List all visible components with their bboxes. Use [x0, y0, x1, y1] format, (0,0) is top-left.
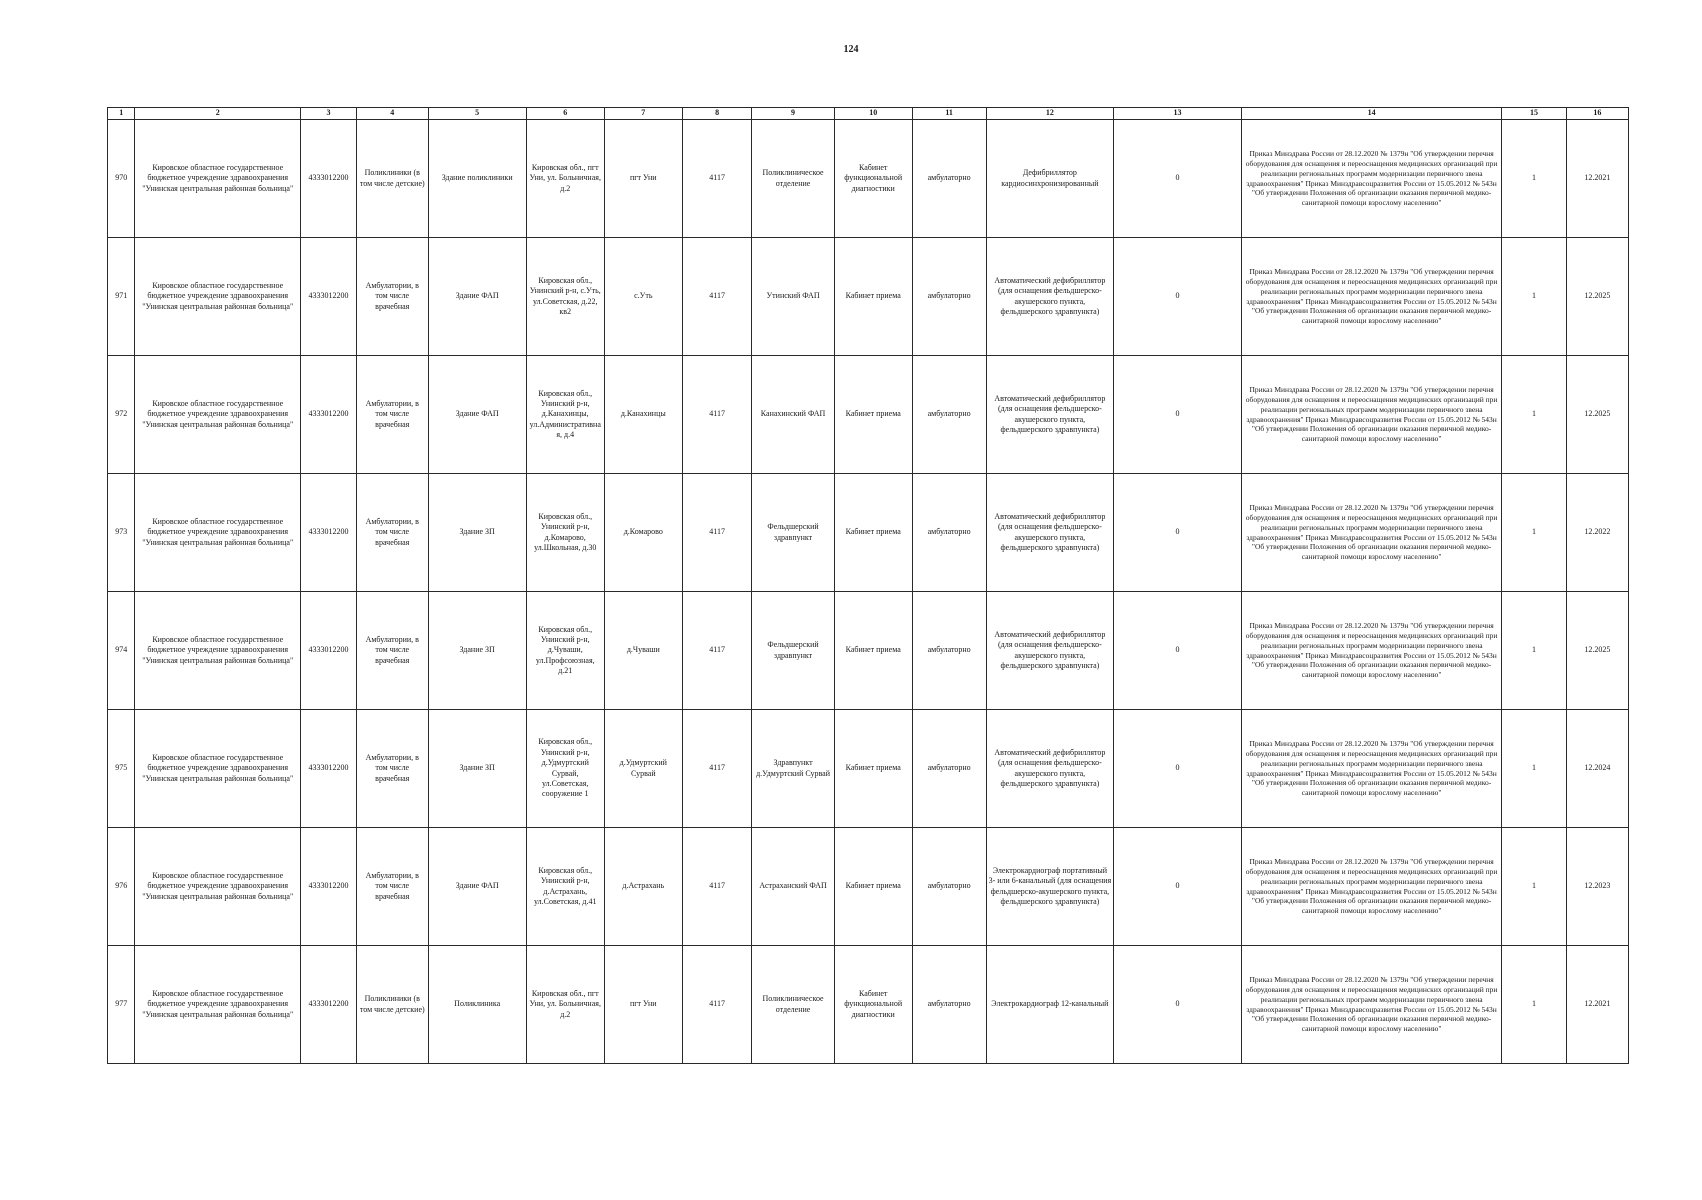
equipment-cell: Автоматический дефибриллятор (для оснащения фельдшерско-акушерского пункта, фельдшерского здравпункта) — [986, 474, 1114, 592]
need-cell: 1 — [1502, 828, 1566, 946]
date-cell: 12.2021 — [1566, 120, 1628, 238]
building-cell: Здание ЗП — [428, 592, 526, 710]
column-number: 12 — [986, 108, 1114, 120]
room-cell: Кабинет функциональной диагностики — [834, 120, 912, 238]
quantity-cell: 0 — [1114, 356, 1242, 474]
organization-cell: Кировское областное государственное бюджетное учреждение здравоохранения "Унинская центральная районная больница" — [135, 356, 301, 474]
quantity-cell: 0 — [1114, 238, 1242, 356]
table-row — [108, 828, 1629, 946]
column-number: 4 — [356, 108, 428, 120]
facility-type-cell: Амбулатории, в том числе врачебная — [356, 356, 428, 474]
quantity-cell: 0 — [1114, 474, 1242, 592]
quantity-cell: 0 — [1114, 710, 1242, 828]
facility-type-cell: Амбулатории, в том числе врачебная — [356, 828, 428, 946]
care-mode-cell: амбулаторно — [912, 238, 986, 356]
regulation-cell: Приказ Минздрава России от 28.12.2020 № 1379н "Об утверждении перечня оборудования для оснащения и переоснащения медицинских организаций при реализации региональных программ модернизации первичного звена здравоохранения" Приказ Минздравсоцразвития России от 15.05.2012 № 543н "Об утверждении Положения об организации оказания первичной медико-санитарной помощи взрослому населению" — [1241, 592, 1502, 710]
table-row — [108, 946, 1629, 1064]
care-mode-cell: амбулаторно — [912, 828, 986, 946]
column-number: 9 — [752, 108, 834, 120]
regulation-cell: Приказ Минздрава России от 28.12.2020 № 1379н "Об утверждении перечня оборудования для оснащения и переоснащения медицинских организаций при реализации региональных программ модернизации первичного звена здравоохранения" Приказ Минздравсоцразвития России от 15.05.2012 № 543н "Об утверждении Положения об организации оказания первичной медико-санитарной помощи взрослому населению" — [1241, 828, 1502, 946]
column-number: 7 — [604, 108, 682, 120]
date-cell: 12.2025 — [1566, 592, 1628, 710]
need-cell: 1 — [1502, 710, 1566, 828]
need-cell: 1 — [1502, 238, 1566, 356]
equipment-table — [107, 107, 1629, 1064]
regulation-cell: Приказ Минздрава России от 28.12.2020 № 1379н "Об утверждении перечня оборудования для оснащения и переоснащения медицинских организаций при реализации региональных программ модернизации первичного звена здравоохранения" Приказ Минздравсоцразвития России от 15.05.2012 № 543н "Об утверждении Положения об организации оказания первичной медико-санитарной помощи взрослому населению" — [1241, 238, 1502, 356]
row-number-cell: 976 — [108, 828, 135, 946]
organization-cell: Кировское областное государственное бюджетное учреждение здравоохранения "Унинская центральная районная больница" — [135, 710, 301, 828]
row-number-cell: 975 — [108, 710, 135, 828]
table-body — [108, 108, 1629, 1064]
locality-cell: пгт Уни — [604, 120, 682, 238]
address-cell: Кировская обл., Унинский р-н, д.Чуваши, ул.Профсоюзная, д.21 — [526, 592, 604, 710]
locality-cell: д.Канахинцы — [604, 356, 682, 474]
building-cell: Здание ФАП — [428, 238, 526, 356]
facility-type-cell: Амбулатории, в том числе врачебная — [356, 592, 428, 710]
inn-cell: 4333012200 — [301, 828, 357, 946]
locality-cell: с.Уть — [604, 238, 682, 356]
equipment-cell: Автоматический дефибриллятор (для оснащения фельдшерско-акушерского пункта, фельдшерского здравпункта) — [986, 710, 1114, 828]
address-cell: Кировская обл., Унинский р-н, д.Канахинцы, ул.Административная, д.4 — [526, 356, 604, 474]
row-number-cell: 971 — [108, 238, 135, 356]
code-cell: 4117 — [682, 946, 752, 1064]
unit-cell: Фельдшерский здравпункт — [752, 474, 834, 592]
address-cell: Кировская обл., пгт Уни, ул. Больничная, д.2 — [526, 120, 604, 238]
need-cell: 1 — [1502, 120, 1566, 238]
code-cell: 4117 — [682, 710, 752, 828]
room-cell: Кабинет приема — [834, 238, 912, 356]
column-number: 6 — [526, 108, 604, 120]
facility-type-cell: Амбулатории, в том числе врачебная — [356, 238, 428, 356]
organization-cell: Кировское областное государственное бюджетное учреждение здравоохранения "Унинская центральная районная больница" — [135, 946, 301, 1064]
unit-cell: Поликлиническое отделение — [752, 946, 834, 1064]
equipment-cell: Автоматический дефибриллятор (для оснащения фельдшерско-акушерского пункта, фельдшерского здравпункта) — [986, 356, 1114, 474]
date-cell: 12.2022 — [1566, 474, 1628, 592]
address-cell: Кировская обл., пгт Уни, ул. Больничная, д.2 — [526, 946, 604, 1064]
room-cell: Кабинет приема — [834, 592, 912, 710]
table-row — [108, 592, 1629, 710]
column-number: 1 — [108, 108, 135, 120]
table-row — [108, 120, 1629, 238]
need-cell: 1 — [1502, 946, 1566, 1064]
facility-type-cell: Амбулатории, в том числе врачебная — [356, 474, 428, 592]
inn-cell: 4333012200 — [301, 356, 357, 474]
code-cell: 4117 — [682, 356, 752, 474]
row-number-cell: 972 — [108, 356, 135, 474]
address-cell: Кировская обл., Унинский р-н, д.Удмуртский Сурвай, ул.Советская, сооружение 1 — [526, 710, 604, 828]
quantity-cell: 0 — [1114, 828, 1242, 946]
row-number-cell: 973 — [108, 474, 135, 592]
table-row — [108, 474, 1629, 592]
address-cell: Кировская обл., Унинский р-н, д.Комарово, ул.Школьная, д.30 — [526, 474, 604, 592]
inn-cell: 4333012200 — [301, 710, 357, 828]
room-cell: Кабинет приема — [834, 474, 912, 592]
column-number: 16 — [1566, 108, 1628, 120]
care-mode-cell: амбулаторно — [912, 592, 986, 710]
need-cell: 1 — [1502, 474, 1566, 592]
quantity-cell: 0 — [1114, 120, 1242, 238]
table-row — [108, 710, 1629, 828]
date-cell: 12.2021 — [1566, 946, 1628, 1064]
address-cell: Кировская обл., Унинский р-н, д.Астрахань, ул.Советская, д.41 — [526, 828, 604, 946]
regulation-cell: Приказ Минздрава России от 28.12.2020 № 1379н "Об утверждении перечня оборудования для оснащения и переоснащения медицинских организаций при реализации региональных программ модернизации первичного звена здравоохранения" Приказ Минздравсоцразвития России от 15.05.2012 № 543н "Об утверждении Положения об организации оказания первичной медико-санитарной помощи взрослому населению" — [1241, 120, 1502, 238]
locality-cell: д.Астрахань — [604, 828, 682, 946]
care-mode-cell: амбулаторно — [912, 356, 986, 474]
organization-cell: Кировское областное государственное бюджетное учреждение здравоохранения "Унинская центральная районная больница" — [135, 592, 301, 710]
regulation-cell: Приказ Минздрава России от 28.12.2020 № 1379н "Об утверждении перечня оборудования для оснащения и переоснащения медицинских организаций при реализации региональных программ модернизации первичного звена здравоохранения" Приказ Минздравсоцразвития России от 15.05.2012 № 543н "Об утверждении Положения об организации оказания первичной медико-санитарной помощи взрослому населению" — [1241, 356, 1502, 474]
organization-cell: Кировское областное государственное бюджетное учреждение здравоохранения "Унинская центральная районная больница" — [135, 474, 301, 592]
row-number-cell: 974 — [108, 592, 135, 710]
building-cell: Здание ФАП — [428, 356, 526, 474]
date-cell: 12.2025 — [1566, 356, 1628, 474]
building-cell: Здание ЗП — [428, 710, 526, 828]
locality-cell: д.Удмуртский Сурвай — [604, 710, 682, 828]
inn-cell: 4333012200 — [301, 592, 357, 710]
locality-cell: д.Чуваши — [604, 592, 682, 710]
equipment-cell: Автоматический дефибриллятор (для оснащения фельдшерско-акушерского пункта, фельдшерского здравпункта) — [986, 238, 1114, 356]
address-cell: Кировская обл., Унинский р-н, с.Уть, ул.Советская, д.22, кв2 — [526, 238, 604, 356]
column-number: 8 — [682, 108, 752, 120]
column-number: 14 — [1241, 108, 1502, 120]
room-cell: Кабинет приема — [834, 356, 912, 474]
care-mode-cell: амбулаторно — [912, 710, 986, 828]
building-cell: Здание ЗП — [428, 474, 526, 592]
column-number-row — [108, 108, 1629, 120]
inn-cell: 4333012200 — [301, 946, 357, 1064]
unit-cell: Поликлиническое отделение — [752, 120, 834, 238]
table-row — [108, 238, 1629, 356]
code-cell: 4117 — [682, 828, 752, 946]
unit-cell: Астраханский ФАП — [752, 828, 834, 946]
care-mode-cell: амбулаторно — [912, 946, 986, 1064]
facility-type-cell: Амбулатории, в том числе врачебная — [356, 710, 428, 828]
building-cell: Здание ФАП — [428, 828, 526, 946]
equipment-cell: Электрокардиограф 12-канальный — [986, 946, 1114, 1064]
unit-cell: Канахинский ФАП — [752, 356, 834, 474]
locality-cell: пгт Уни — [604, 946, 682, 1064]
table-row — [108, 356, 1629, 474]
date-cell: 12.2023 — [1566, 828, 1628, 946]
row-number-cell: 977 — [108, 946, 135, 1064]
code-cell: 4117 — [682, 238, 752, 356]
equipment-cell: Автоматический дефибриллятор (для оснащения фельдшерско-акушерского пункта, фельдшерского здравпункта) — [986, 592, 1114, 710]
column-number: 15 — [1502, 108, 1566, 120]
inn-cell: 4333012200 — [301, 120, 357, 238]
care-mode-cell: амбулаторно — [912, 474, 986, 592]
organization-cell: Кировское областное государственное бюджетное учреждение здравоохранения "Унинская центральная районная больница" — [135, 828, 301, 946]
building-cell: Здание поликлиники — [428, 120, 526, 238]
unit-cell: Фельдшерский здравпункт — [752, 592, 834, 710]
unit-cell: Здравпункт д.Удмуртский Сурвай — [752, 710, 834, 828]
care-mode-cell: амбулаторно — [912, 120, 986, 238]
regulation-cell: Приказ Минздрава России от 28.12.2020 № 1379н "Об утверждении перечня оборудования для оснащения и переоснащения медицинских организаций при реализации региональных программ модернизации первичного звена здравоохранения" Приказ Минздравсоцразвития России от 15.05.2012 № 543н "Об утверждении Положения об организации оказания первичной медико-санитарной помощи взрослому населению" — [1241, 946, 1502, 1064]
date-cell: 12.2025 — [1566, 238, 1628, 356]
need-cell: 1 — [1502, 356, 1566, 474]
code-cell: 4117 — [682, 592, 752, 710]
unit-cell: Утинский ФАП — [752, 238, 834, 356]
equipment-cell: Дефибриллятор кардиосинхронизированный — [986, 120, 1114, 238]
column-number: 11 — [912, 108, 986, 120]
room-cell: Кабинет приема — [834, 828, 912, 946]
organization-cell: Кировское областное государственное бюджетное учреждение здравоохранения "Унинская центральная районная больница" — [135, 238, 301, 356]
building-cell: Поликлиника — [428, 946, 526, 1064]
equipment-cell: Электрокардиограф портативный 3- или 6-канальный (для оснащения фельдшерско-акушерского пункта, фельдшерского здравпункта) — [986, 828, 1114, 946]
column-number: 3 — [301, 108, 357, 120]
facility-type-cell: Поликлиники (в том числе детские) — [356, 946, 428, 1064]
code-cell: 4117 — [682, 120, 752, 238]
regulation-cell: Приказ Минздрава России от 28.12.2020 № 1379н "Об утверждении перечня оборудования для оснащения и переоснащения медицинских организаций при реализации региональных программ модернизации первичного звена здравоохранения" Приказ Минздравсоцразвития России от 15.05.2012 № 543н "Об утверждении Положения об организации оказания первичной медико-санитарной помощи взрослому населению" — [1241, 710, 1502, 828]
regulation-cell: Приказ Минздрава России от 28.12.2020 № 1379н "Об утверждении перечня оборудования для оснащения и переоснащения медицинских организаций при реализации региональных программ модернизации первичного звена здравоохранения" Приказ Минздравсоцразвития России от 15.05.2012 № 543н "Об утверждении Положения об организации оказания первичной медико-санитарной помощи взрослому населению" — [1241, 474, 1502, 592]
row-number-cell: 970 — [108, 120, 135, 238]
locality-cell: д.Комарово — [604, 474, 682, 592]
quantity-cell: 0 — [1114, 592, 1242, 710]
quantity-cell: 0 — [1114, 946, 1242, 1064]
column-number: 13 — [1114, 108, 1242, 120]
code-cell: 4117 — [682, 474, 752, 592]
room-cell: Кабинет функциональной диагностики — [834, 946, 912, 1064]
inn-cell: 4333012200 — [301, 474, 357, 592]
need-cell: 1 — [1502, 592, 1566, 710]
column-number: 2 — [135, 108, 301, 120]
date-cell: 12.2024 — [1566, 710, 1628, 828]
column-number: 5 — [428, 108, 526, 120]
column-number: 10 — [834, 108, 912, 120]
organization-cell: Кировское областное государственное бюджетное учреждение здравоохранения "Унинская центральная районная больница" — [135, 120, 301, 238]
facility-type-cell: Поликлиники (в том числе детские) — [356, 120, 428, 238]
inn-cell: 4333012200 — [301, 238, 357, 356]
room-cell: Кабинет приема — [834, 710, 912, 828]
page-number: 124 — [843, 44, 859, 55]
